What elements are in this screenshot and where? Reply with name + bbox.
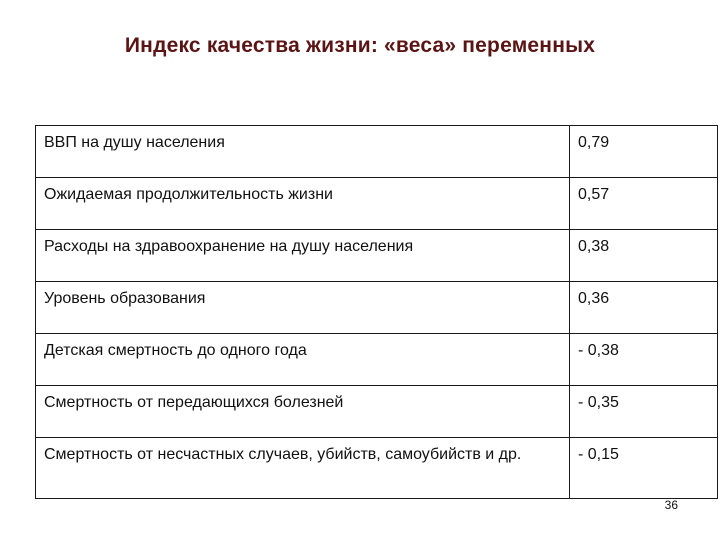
- variable-name-cell: Детская смертность до одного года: [36, 334, 570, 386]
- weights-table: [35, 125, 718, 499]
- table-row: [36, 334, 718, 386]
- weight-value-cell: 0,38: [570, 230, 718, 282]
- variable-name-cell: ВВП на душу населения: [36, 126, 570, 178]
- slide-title: Индекс качества жизни: «веса» переменных: [124, 34, 596, 57]
- variable-name-cell: Смертность от передающихся болезней: [36, 386, 570, 438]
- variable-name-cell: Ожидаемая продолжительность жизни: [36, 178, 570, 230]
- weight-value-cell: - 0,35: [570, 386, 718, 438]
- weight-value-cell: 0,57: [570, 178, 718, 230]
- page-number: 36: [664, 498, 678, 512]
- variable-name-cell: Смертность от несчастных случаев, убийств, самоубийств и др.: [36, 438, 570, 499]
- table-row: [36, 230, 718, 282]
- table-row: [36, 178, 718, 230]
- weights-table-body: [36, 126, 718, 499]
- table-row: [36, 438, 718, 499]
- variable-name-cell: Уровень образования: [36, 282, 570, 334]
- table-row: [36, 386, 718, 438]
- weight-value-cell: - 0,38: [570, 334, 718, 386]
- table-row: [36, 126, 718, 178]
- weight-value-cell: - 0,15: [570, 438, 718, 499]
- table-row: [36, 282, 718, 334]
- variable-name-cell: Расходы на здравоохранение на душу населения: [36, 230, 570, 282]
- weight-value-cell: 0,36: [570, 282, 718, 334]
- weight-value-cell: 0,79: [570, 126, 718, 178]
